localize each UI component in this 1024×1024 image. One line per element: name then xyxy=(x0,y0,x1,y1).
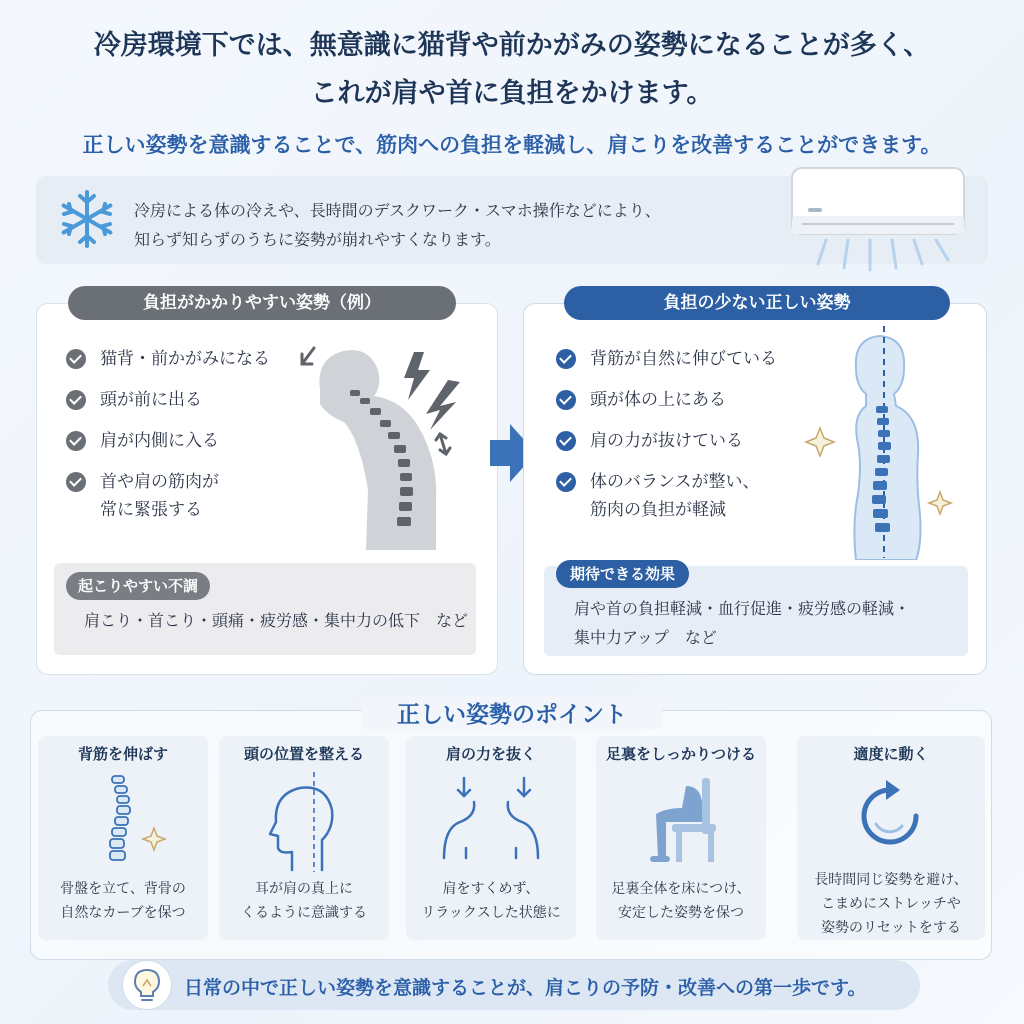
check-icon xyxy=(66,349,86,369)
point-title: 足裏をしっかりつける xyxy=(605,745,756,763)
head-profile-icon xyxy=(262,770,348,874)
list-item: 頭が前に出る xyxy=(66,386,296,414)
point-title: 背筋を伸ばす xyxy=(77,745,168,763)
check-icon xyxy=(66,472,86,492)
intro-line-2: 知らず知らずのうちに姿勢が崩れやすくなります。 xyxy=(134,230,501,249)
point-title: 肩の力を抜く xyxy=(445,745,536,763)
list-item: 首や肩の筋肉が 常に緊張する xyxy=(66,468,296,524)
air-conditioner-icon xyxy=(786,164,970,276)
check-icon xyxy=(556,390,576,410)
check-icon xyxy=(556,349,576,369)
intro-line-1: 冷房による体の冷えや、長時間のデスクワーク・スマホ操作などにより、 xyxy=(134,201,661,220)
footer-text: 日常の中で正しい姿勢を意識することが、肩こりの予防・改善への第一歩です。 xyxy=(184,977,867,999)
shoulders-icon xyxy=(436,776,546,862)
point-title: 頭の位置を整える xyxy=(243,745,364,763)
list-item: 頭が体の上にある xyxy=(556,386,796,414)
check-icon xyxy=(556,431,576,451)
list-item: 猫背・前かがみになる xyxy=(66,345,296,373)
spine-icon xyxy=(88,774,168,870)
points-title: 正しい姿勢のポイント xyxy=(362,696,662,729)
list-item: 体のバランスが整い、 筋肉の負担が軽減 xyxy=(556,468,796,524)
bad-posture-list xyxy=(66,345,296,524)
lightbulb-icon xyxy=(131,966,163,1004)
seated-person-icon xyxy=(636,772,736,864)
symptom-text: 肩こり・首こり・頭痛・疲労感・集中力の低下 など xyxy=(84,611,469,630)
point-desc: 耳が肩の真上に くるように意識する xyxy=(241,881,367,921)
point-desc: 足裏全体を床につけ、 安定した姿勢を保つ xyxy=(611,881,751,921)
slouched-posture-illustration xyxy=(290,330,486,550)
list-item: 背筋が自然に伸びている xyxy=(556,345,796,373)
symptom-label: 起こりやすい不調 xyxy=(66,572,210,600)
subtitle: 正しい姿勢を意識することで、筋肉への負担を軽減し、肩こりを改善することができます。 xyxy=(82,133,942,157)
point-desc: 長時間同じ姿勢を避け、 こまめにストレッチや 姿勢のリセットをする xyxy=(814,872,968,936)
headline-line-1: 冷房環境下では、無意識に猫背や前かがみの姿勢になることが多く、 xyxy=(93,30,931,61)
bad-posture-title: 負担がかかりやすい姿勢（例） xyxy=(68,286,456,320)
good-posture-list xyxy=(556,345,796,524)
good-posture-title: 負担の少ない正しい姿勢 xyxy=(564,286,950,320)
snowflake-icon xyxy=(56,188,118,250)
check-icon xyxy=(66,390,86,410)
headline-line-2: これが肩や首に負担をかけます。 xyxy=(310,78,714,109)
list-item: 肩の力が抜けている xyxy=(556,427,796,455)
list-item: 肩が内側に入る xyxy=(66,427,296,455)
effect-label: 期待できる効果 xyxy=(556,560,689,588)
point-desc: 肩をすくめず、 リラックスした状態に xyxy=(421,881,561,921)
check-icon xyxy=(66,431,86,451)
point-desc: 骨盤を立て、背骨の 自然なカーブを保つ xyxy=(60,881,186,921)
intro-text xyxy=(134,196,661,254)
effect-text: 肩や首の負担軽減・血行促進・疲労感の軽減・ 集中力アップ など xyxy=(574,599,911,647)
refresh-icon xyxy=(852,778,928,854)
point-title: 適度に動く xyxy=(853,745,929,763)
check-icon xyxy=(556,472,576,492)
upright-posture-illustration xyxy=(800,324,960,560)
